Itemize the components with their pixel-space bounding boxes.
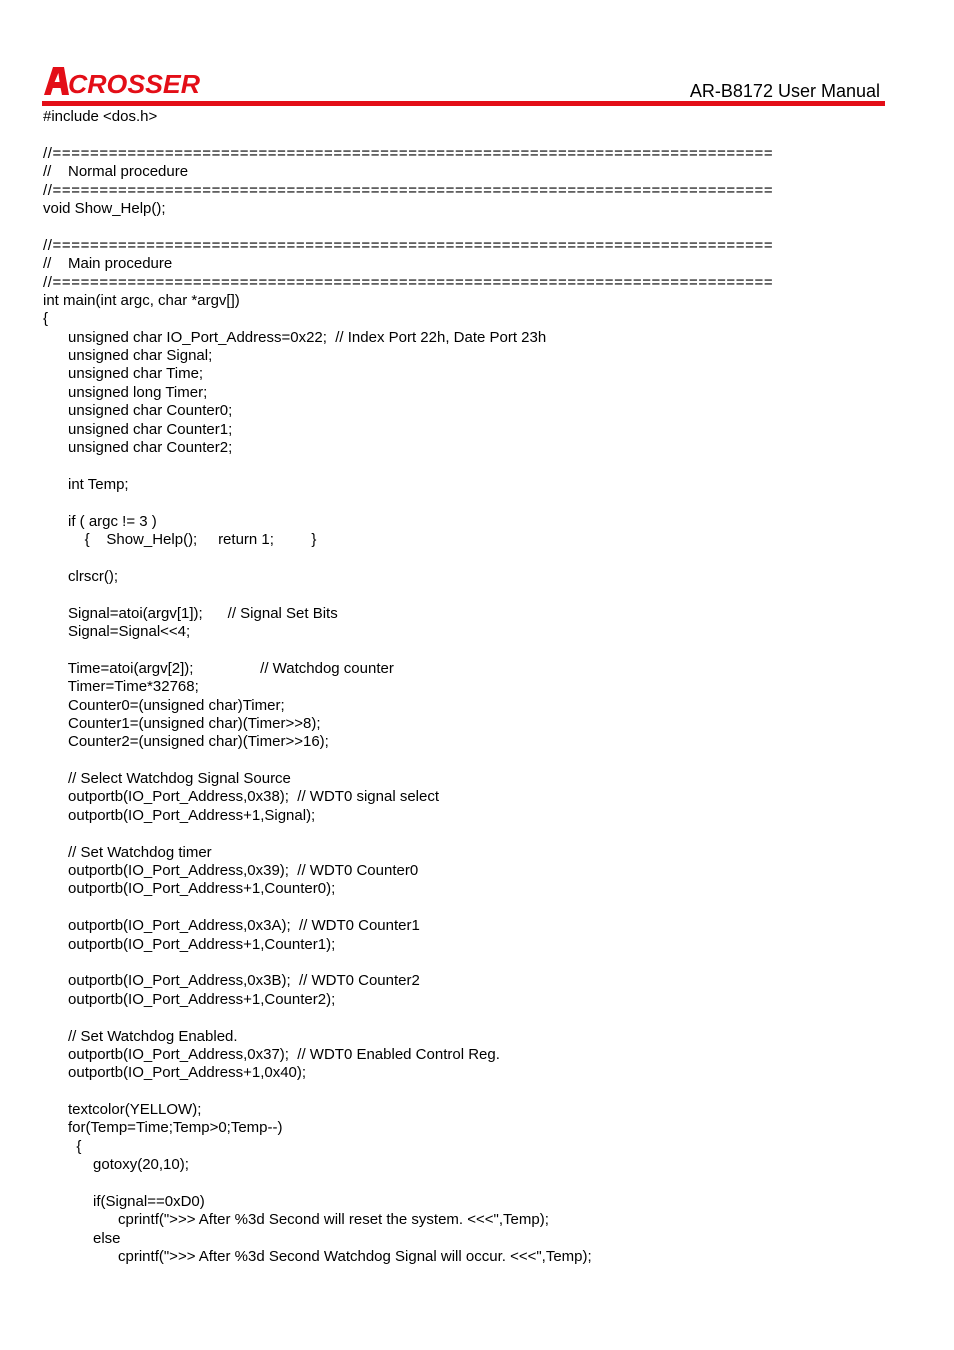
code-line: unsigned char IO_Port_Address=0x22; // Index Port 22h, Date Port 23h <box>43 328 547 346</box>
code-line: //============================================================================= <box>43 273 774 291</box>
code-line <box>43 641 903 659</box>
logo-text: CROSSER <box>68 69 201 98</box>
code-line: cprintf(">>> After %3d Second Watchdog Signal will occur. <<<",Temp); <box>43 1248 592 1266</box>
code-line: Signal=Signal<<4; <box>43 622 191 640</box>
code-line: // Normal procedure <box>43 163 189 181</box>
code-line: unsigned char Counter2; <box>43 439 233 457</box>
code-line <box>43 1083 903 1101</box>
code-line: void Show_Help(); <box>43 199 166 217</box>
code-line: if ( argc != 3 ) <box>43 512 157 530</box>
code-line <box>43 457 903 475</box>
code-line: outportb(IO_Port_Address+1,Counter0); <box>43 880 336 898</box>
code-line: outportb(IO_Port_Address+1,Signal); <box>43 806 316 824</box>
code-line <box>43 494 903 512</box>
header-rule <box>42 101 885 106</box>
code-line: int main(int argc, char *argv[]) <box>43 291 240 309</box>
page-header <box>0 0 954 110</box>
code-line <box>43 126 903 144</box>
logo-mark <box>44 67 69 95</box>
code-line: clrscr(); <box>43 567 118 585</box>
code-line: { <box>43 1137 82 1155</box>
code-line: unsigned char Counter0; <box>43 402 233 420</box>
code-line: Time=atoi(argv[2]); // Watchdog counter <box>43 659 394 677</box>
code-line: outportb(IO_Port_Address+1,0x40); <box>43 1064 307 1082</box>
code-line: cprintf(">>> After %3d Second will reset the system. <<<",Temp); <box>43 1211 549 1229</box>
code-line <box>43 1175 903 1193</box>
code-line: gotoxy(20,10); <box>43 1156 189 1174</box>
code-line: for(Temp=Time;Temp>0;Temp--) <box>43 1119 283 1137</box>
code-line: Counter1=(unsigned char)(Timer>>8); <box>43 714 321 732</box>
code-line: unsigned char Time; <box>43 365 204 383</box>
code-line: int Temp; <box>43 475 129 493</box>
code-line: // Set Watchdog timer <box>43 843 212 861</box>
acrosser-logo <box>42 64 202 98</box>
code-line <box>43 899 903 917</box>
code-line: #include <dos.h> <box>43 108 158 125</box>
code-line <box>43 954 903 972</box>
code-line <box>43 586 903 604</box>
code-line <box>43 549 903 567</box>
code-line: outportb(IO_Port_Address+1,Counter1); <box>43 935 336 953</box>
code-line: { Show_Help(); return 1; } <box>43 530 317 548</box>
code-line: unsigned char Counter1; <box>43 420 233 438</box>
code-line: { <box>43 310 49 328</box>
code-line: outportb(IO_Port_Address,0x39); // WDT0 Counter0 <box>43 862 419 880</box>
code-line: outportb(IO_Port_Address,0x3B); // WDT0 Counter2 <box>43 972 420 990</box>
code-line: outportb(IO_Port_Address,0x38); // WDT0 signal select <box>43 788 439 806</box>
code-line: // Set Watchdog Enabled. <box>43 1027 238 1045</box>
code-line <box>43 218 903 236</box>
code-listing <box>43 108 903 1267</box>
code-line <box>43 825 903 843</box>
code-line: else <box>43 1229 121 1247</box>
code-line <box>43 752 903 770</box>
code-line: outportb(IO_Port_Address+1,Counter2); <box>43 990 336 1008</box>
code-line: //============================================================================= <box>43 236 774 254</box>
code-line: unsigned long Timer; <box>43 383 208 401</box>
code-line: Timer=Time*32768; <box>43 678 199 696</box>
code-line: //============================================================================= <box>43 144 774 162</box>
manual-title: AR-B8172 User Manual <box>689 81 880 101</box>
code-line: Counter0=(unsigned char)Timer; <box>43 696 285 714</box>
code-line: textcolor(YELLOW); <box>43 1101 202 1119</box>
code-line: if(Signal==0xD0) <box>43 1193 205 1211</box>
code-line: //============================================================================= <box>43 181 774 199</box>
code-line: outportb(IO_Port_Address,0x37); // WDT0 Enabled Control Reg. <box>43 1045 500 1063</box>
code-line: unsigned char Signal; <box>43 347 213 365</box>
code-line: // Select Watchdog Signal Source <box>43 770 291 788</box>
code-line: Counter2=(unsigned char)(Timer>>16); <box>43 733 329 751</box>
code-line: outportb(IO_Port_Address,0x3A); // WDT0 Counter1 <box>43 917 420 935</box>
code-line <box>43 1009 903 1027</box>
code-line: Signal=atoi(argv[1]); // Signal Set Bits <box>43 604 338 622</box>
code-line: // Main procedure <box>43 255 173 273</box>
